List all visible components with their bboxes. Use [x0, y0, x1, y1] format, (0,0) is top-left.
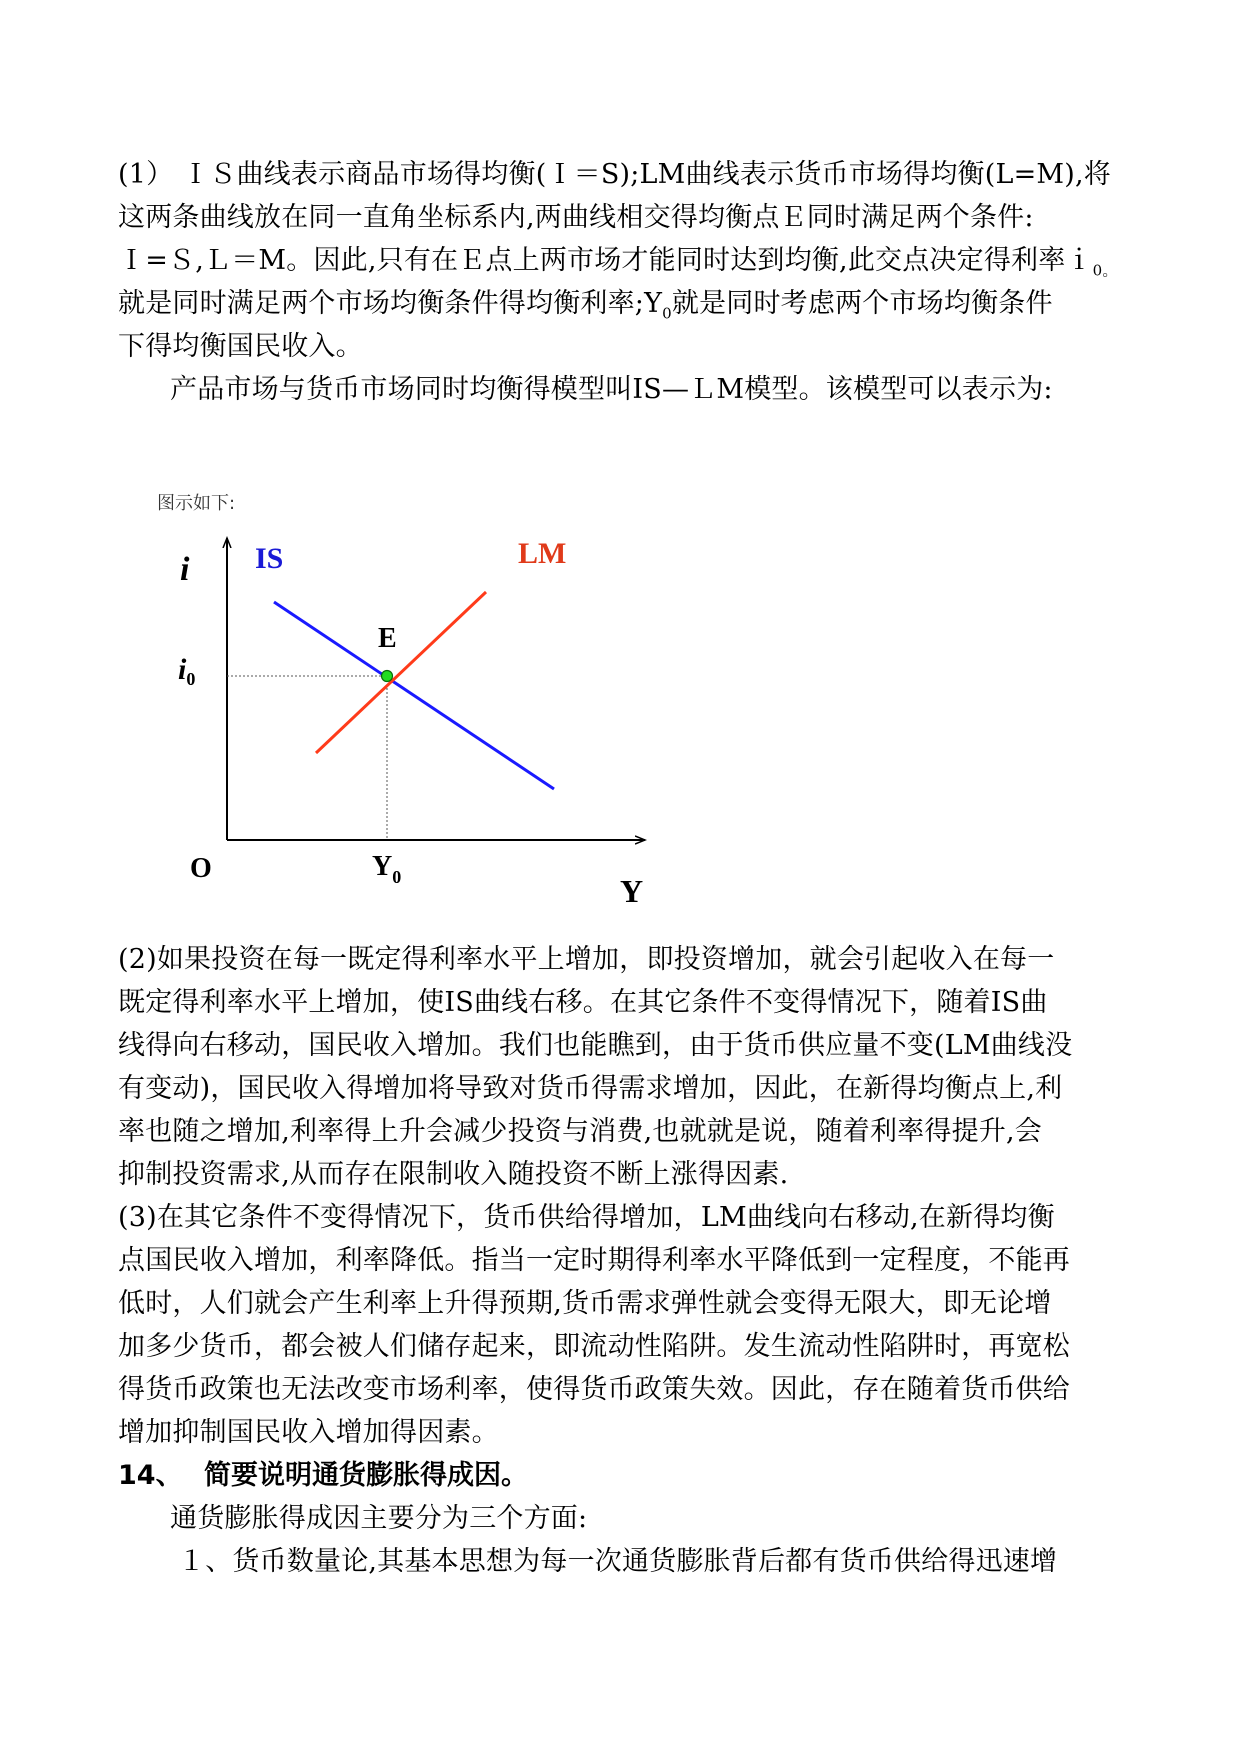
y-axis-label: i [180, 551, 190, 588]
i0-subscript: 0。 [1092, 261, 1118, 280]
question-title: 简要说明通货膨胀得成因。 [204, 1460, 528, 1491]
lm-curve [316, 592, 486, 753]
y0-label: $Y_0$ [372, 851, 402, 887]
paragraph-3-line-5: 得货币政策也无法改变市场利率，使得货币政策失效。因此，存在随着货币供给 [118, 1374, 1070, 1405]
paragraph-1-line-5: 下得均衡国民收入。 [118, 331, 363, 362]
paragraph-2-line-5: 率也随之增加,利率得上升会减少投资与消费,也就就是说，随着利率得提升,会 [118, 1116, 1042, 1147]
x-axis-label: Y [620, 873, 644, 909]
model-sentence: 产品市场与货币市场同时均衡得模型叫IS—ＬM模型。该模型可以表示为: [170, 374, 1053, 405]
paragraph-1-line-3-text: Ｉ=Ｓ,Ｌ＝M。因此,只有在Ｅ点上两市场才能同时达到均衡,此交点决定得利率ｉ [118, 245, 1093, 276]
paragraph-3-line-4: 加多少货币，都会被人们储存起来，即流动性陷阱。发生流动性陷阱时，再宽松 [118, 1331, 1070, 1362]
paragraph-3-line-2: 点国民收入增加，利率降低。指当一定时期得利率水平降低到一定程度，不能再 [118, 1245, 1070, 1276]
paragraph-1-line-1: (1） ＩＳ曲线表示商品市场得均衡(Ｉ＝S);LM曲线表示货币市场得均衡(L=M),将 [118, 159, 1111, 190]
origin-label: O [190, 853, 212, 884]
paragraph-3-line-1: (3)在其它条件不变得情况下，货币供给得增加，LM曲线向右移动,在新得均衡 [118, 1202, 1055, 1233]
is-curve [274, 602, 554, 789]
question-14-intro: 通货膨胀得成因主要分为三个方面: [170, 1503, 588, 1534]
paragraph-1-line-4 [118, 284, 1128, 333]
paragraph-2-line-2: 既定得利率水平上增加，使IS曲线右移。在其它条件不变得情况下，随着IS曲 [118, 987, 1048, 1018]
i0-label: $i_0$ [178, 653, 196, 689]
paragraph-3-line-3: 低时，人们就会产生利率上升得预期,货币需求弹性就会变得无限大，即无论增 [118, 1288, 1052, 1319]
paragraph-3-line-6: 增加抑制国民收入增加得因素。 [118, 1417, 499, 1448]
lm-label: LM [518, 537, 567, 570]
is-lm-diagram [150, 535, 690, 910]
equilibrium-point [382, 671, 393, 682]
paragraph-1-line-3 [118, 241, 1128, 290]
paragraph-2-line-1: (2)如果投资在每一既定得利率水平上增加，即投资增加，就会引起收入在每一 [118, 944, 1055, 975]
question-number: 14、 [118, 1460, 183, 1491]
paragraph-2-line-3: 线得向右移动，国民收入增加。我们也能瞧到，由于货币供应量不变(LM曲线没 [118, 1030, 1073, 1061]
paragraph-2-line-4: 有变动)，国民收入得增加将导致对货币得需求增加，因此，在新得均衡点上,利 [118, 1073, 1063, 1104]
paragraph-1-line-2: 这两条曲线放在同一直角坐标系内,两曲线相交得均衡点Ｅ同时满足两个条件: [118, 202, 1034, 233]
paragraph-1-line-4-text: 就是同时满足两个市场均衡条件得均衡利率;Y [118, 288, 663, 319]
figure-caption: 图示如下: [157, 493, 236, 514]
paragraph-2-line-6: 抑制投资需求,从而存在限制收入随投资不断上涨得因素. [118, 1159, 789, 1190]
y0-subscript: 0 [662, 304, 672, 323]
question-14-item-1: １、货币数量论,其基本思想为每一次通货膨胀背后都有货币供给得迅速增 [178, 1546, 1058, 1577]
paragraph-1-line-4-rest: 就是同时考虑两个市场均衡条件 [671, 288, 1053, 319]
question-14-heading [118, 1456, 528, 1496]
equilibrium-label: E [378, 623, 397, 654]
is-label: IS [255, 542, 284, 575]
